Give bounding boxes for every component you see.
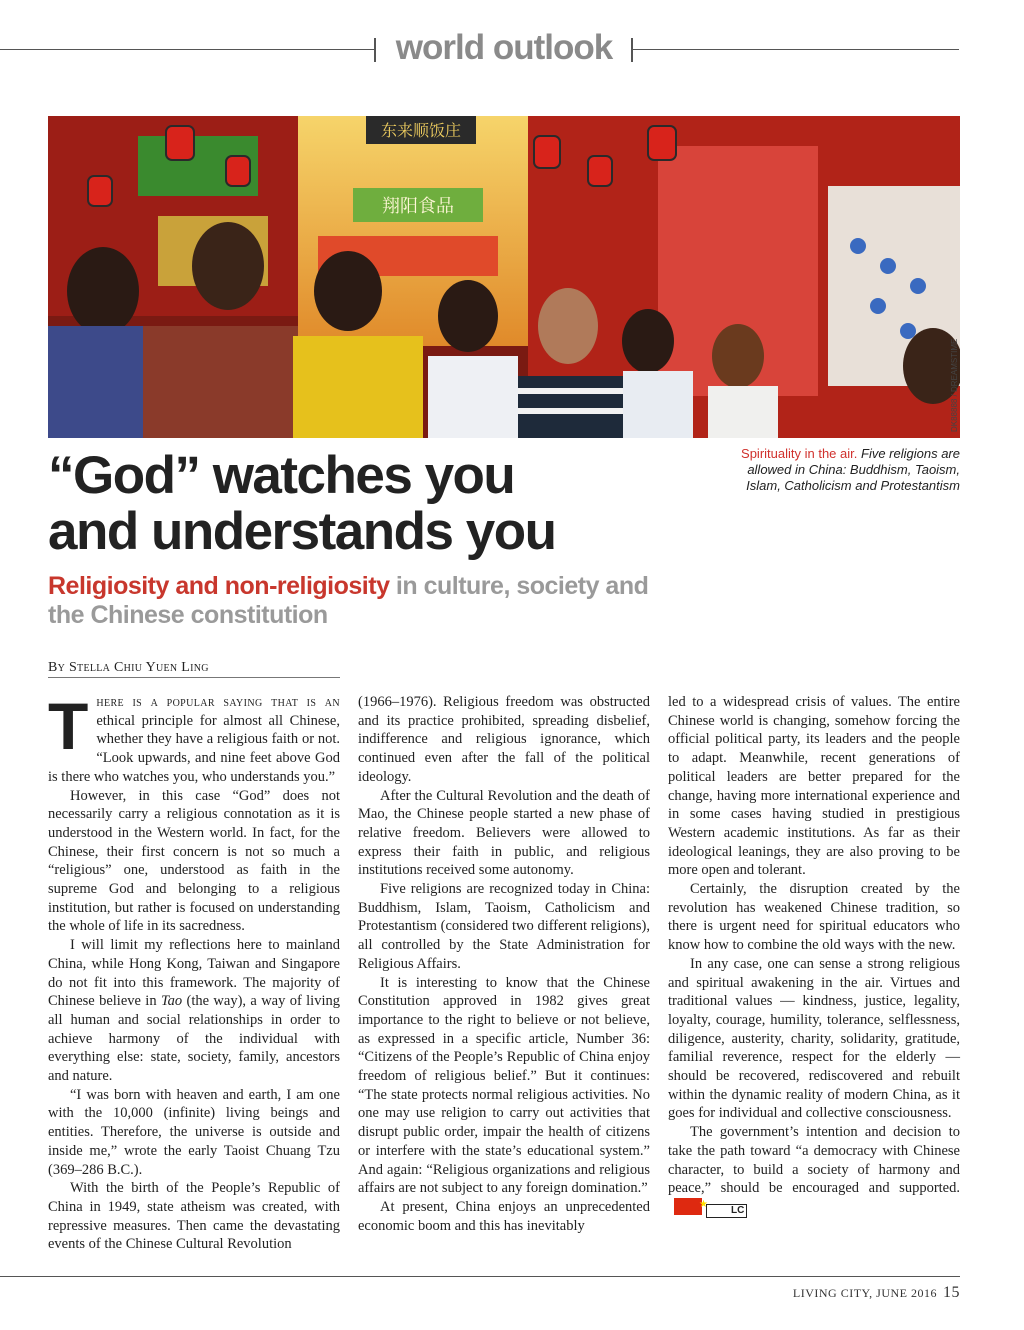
- article-subhead: [48, 572, 668, 630]
- paragraph-1: [48, 689, 340, 787]
- paragraph-6: (1966–1976). Religious freedom was obstructed and its practice prohibited, spreading disbelief, indifference and religious ignorance, which continued even after the fall of the political ideology.: [358, 694, 650, 785]
- publication-name: LIVING CITY, JUNE 2016: [792, 1286, 937, 1300]
- drop-cap: T: [48, 689, 89, 763]
- header-tick-right: [631, 38, 633, 62]
- lead-in-smallcaps: here is a popular saying that is an: [96, 694, 340, 710]
- tao-term: Tao: [160, 993, 183, 1010]
- headline-line-2: and understands you: [48, 502, 556, 561]
- paragraph-11: led to a widespread crisis of values. The entire Chinese world is changing, somehow forcing the official political party, its leaders and the people to adapt. Meanwhile, recent generations of political leaders are better prepared for the change, having more international experience and in some cases having studied in prestigious Western academic institutions. As far as their ideological leanings, they are also proving to be more open and tolerant.: [668, 694, 960, 879]
- paragraph-14: The government’s intention and decision to take the path toward “a democracy with Chinese character, to build a society of harmony and peace,” should be encouraged and supported.★LC: [668, 1123, 960, 1218]
- street-sign2-text: 翔阳食品: [382, 196, 454, 217]
- article-headline: [48, 448, 728, 560]
- china-flag-icon: [674, 1198, 702, 1215]
- paragraph-12: Certainly, the disruption created by the revolution has weakened Chinese tradition, so there is urgent need for spiritual educators who know how to combine the old ways with the new.: [668, 881, 960, 954]
- section-title: world outlook: [395, 28, 613, 67]
- paragraph-2: However, in this case “God” does not necessarily carry a religious connotation as it is understood in the Western world. In fact, for the Chinese, their first concern is not so much a “religious” one, understood as faith in the supreme God and belonging to a religious institution, but rather is focused on understanding the whole of life in its sacredness.: [48, 787, 340, 935]
- paragraph-7: After the Cultural Revolution and the death of Mao, the Chinese people started a new phase of relative freedom. Believers were allowed to express their faith in public, and religious institutions received some autonomy.: [358, 787, 650, 879]
- photo-credit: DK88888 / DREAMSTIME: [950, 338, 959, 432]
- photo-caption: [740, 446, 960, 494]
- headline-line-1: “God” watches you: [48, 446, 515, 505]
- page-number: 15: [943, 1284, 960, 1301]
- article-column-2: [358, 693, 650, 1235]
- byline-rule: [48, 677, 340, 678]
- byline: By Stella Chiu Yuen Ling: [48, 660, 209, 675]
- article-column-1: [48, 689, 340, 1254]
- street-sign-text: 东来顺饭庄: [380, 121, 462, 140]
- page-footer: [793, 1284, 960, 1302]
- subhead-highlight: Religiosity and non-religiosity: [48, 572, 390, 600]
- paragraph-10: At present, China enjoys an unprecedented economic boom and this has inevitably: [358, 1198, 650, 1234]
- header-rule-right: [633, 49, 959, 50]
- hero-photo: [48, 116, 960, 438]
- paragraph-4: “I was born with heaven and earth, I am one with the 10,000 (infinite) living beings and entities. Therefore, the universe is outside and inside me,” wrote the early Taoist Chuang Tzu (369–286 B.C.).: [48, 1086, 340, 1178]
- footer-rule: [0, 1276, 960, 1277]
- paragraph-13: In any case, one can sense a strong religious and spiritual awakening in the air. Virtues and traditional values — kindness, justice, legality, loyalty, courage, humility, tolerance, selflessness, diligence, austerity, charity, solidarity, gratitude, familial reverence, respect for the elderly — should be recovered, rediscovered and rebuilt within the dynamic reality of modern China, as it goes for individual and collective consciousness.: [668, 955, 960, 1122]
- paragraph-5: With the birth of the People’s Republic of China in 1949, state atheism was created, with repressive measures. Then came the devastating events of the Chinese Cultural Revolution: [48, 1180, 340, 1253]
- article-column-3: [668, 693, 960, 1218]
- lc-logo-icon: LC: [706, 1204, 747, 1218]
- paragraph-1-text: ethical principle for almost all Chinese, whether they have a religious faith or not. “Look upwards, and nine feet above God is there who watches you, who understands you.”: [48, 712, 340, 785]
- paragraph-8: Five religions are recognized today in China: Buddhism, Islam, Taoism, Catholicism and Protestantism (considered two different religions), all controlled by the State Administration for Religious Affairs.: [358, 881, 650, 972]
- subhead-rest: in culture, society and the Chinese constitution: [48, 572, 649, 629]
- caption-lead: Spirituality in the air.: [741, 446, 858, 461]
- paragraph-9: It is interesting to know that the Chinese Constitution approved in 1982 gives great importance to the right to believe or not believe, as expressed in a specific article, Number 36: “Citizens of the People’s Republic of China enjoy freedom of religious belief.” But it continues: “The state protects normal religious activities. No one may use religion to carry out activities that disrupt public order, impair the health of citizens or interfere with the state’s educational system.” And again: “Religious organizations and religious affairs are not subject to any foreign domination.”: [358, 974, 650, 1197]
- caption-text: Five religions are allowed in China: Buddhism, Taoism, Islam, Catholicism and Protestantism: [746, 446, 960, 493]
- paragraph-3: I will limit my reflections here to mainland China, while Hong Kong, Taiwan and Singapore do not fit into this framework. The majority of Chinese believe in Tao (the way), a way of living all human and social relationships in order to achieve harmony of the individual with everything else: state, society, family, ancestors and nature.: [48, 937, 340, 1085]
